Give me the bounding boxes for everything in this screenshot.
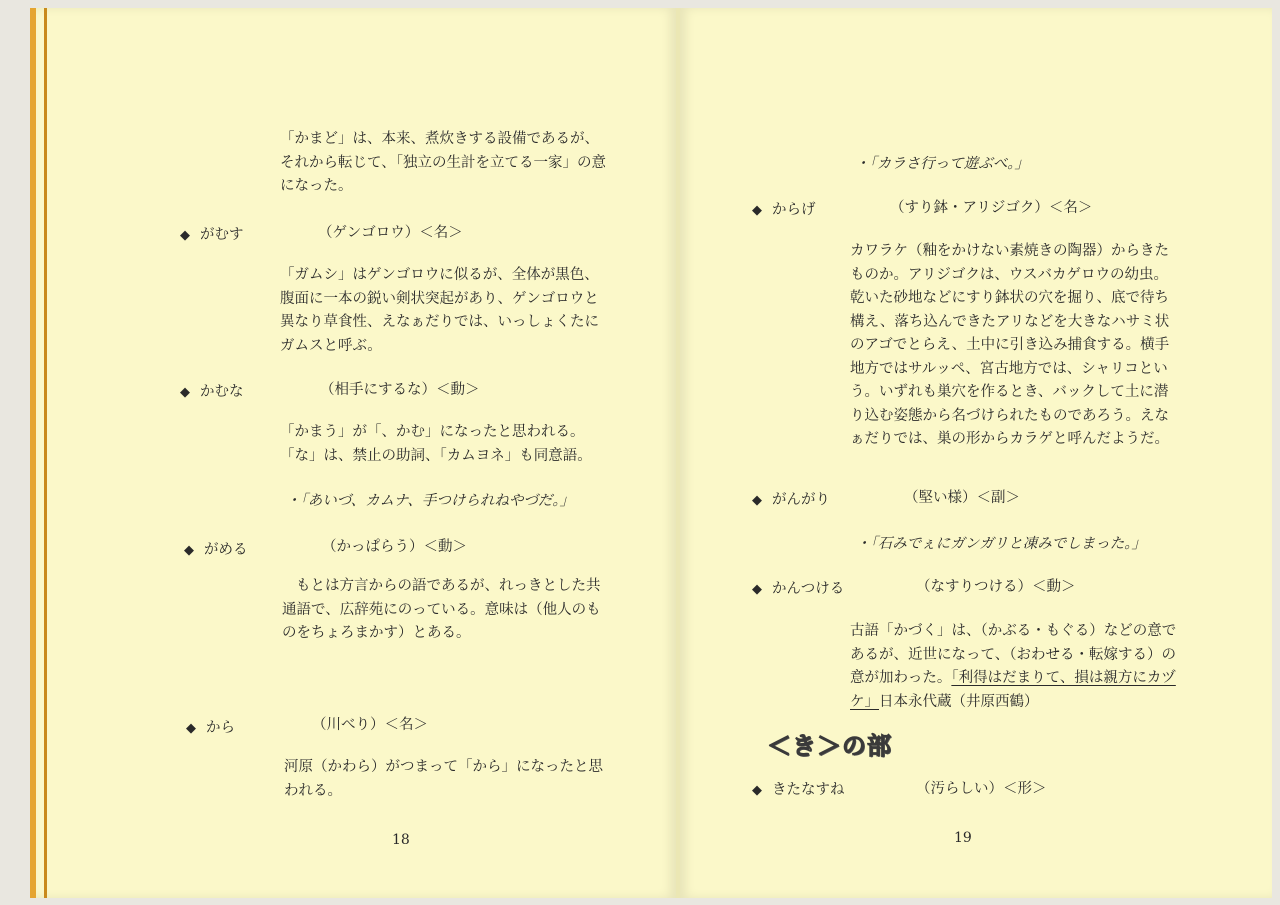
entry-headword bbox=[752, 488, 830, 509]
entry-description: 「かまう」が「、かむ」になったと思われる。「な」は、禁止の助詞、「カムヨネ」も同意語。 bbox=[280, 424, 592, 464]
headword-text: がんがり bbox=[772, 492, 830, 508]
diamond-icon: ◆ bbox=[180, 228, 190, 243]
entry-meaning: （なすりつける）＜動＞ bbox=[916, 579, 1076, 595]
headword-text: かんつける bbox=[772, 581, 845, 597]
headword-text: きたなすね bbox=[772, 782, 845, 798]
entry-headword bbox=[184, 538, 248, 559]
quoted-phrase: 「利得はだまりて、損は親方にカヅケ」 bbox=[850, 670, 1176, 710]
diamond-icon: ◆ bbox=[184, 543, 194, 558]
entry-description: 河原（かわら）がつまって「から」になったと思われる。 bbox=[284, 759, 603, 799]
entry-meaning: （川べり）＜名＞ bbox=[312, 717, 428, 733]
entry-headword bbox=[180, 223, 244, 244]
section-heading: ＜き＞の部 bbox=[767, 732, 892, 760]
entry-meaning: （堅い様）＜副＞ bbox=[904, 490, 1020, 506]
diamond-icon: ◆ bbox=[752, 493, 762, 508]
diamond-icon: ◆ bbox=[752, 203, 762, 218]
entry-meaning: （すり鉢・アリジゴク）＜名＞ bbox=[890, 200, 1093, 216]
headword-text: かむな bbox=[200, 384, 244, 400]
entry-description: もとは方言からの語であるが、れっきとした共通語で、広辞苑にのっている。意味は（他人のものをちょろまかす）とある。 bbox=[282, 578, 601, 641]
entry-description: 「ガムシ」はゲンゴロウに似るが、全体が黒色、腹面に一本の鋭い剣状突起があり、ゲンゴロウと異なり草食性、えなぁだりでは、いっしょくたにガムスと呼ぶ。 bbox=[280, 267, 599, 354]
diamond-icon: ◆ bbox=[186, 721, 196, 736]
page-number-right: 19 bbox=[954, 830, 972, 846]
diamond-icon: ◆ bbox=[752, 783, 762, 798]
entry-example: ・「石みでぇにガンガリと凍みでしまった。」 bbox=[856, 536, 1146, 552]
diamond-icon: ◆ bbox=[752, 582, 762, 597]
book-edge-shadow bbox=[44, 8, 47, 898]
entry-headword bbox=[752, 198, 816, 219]
intro-paragraph: 「かまど」は、本来、煮炊きする設備であるが、それから転じて、「独立の生計を立てる一家」の意になった。 bbox=[280, 131, 606, 194]
entry-description: カワラケ（釉をかけない素焼きの陶器）からきたものか。アリジゴクは、ウスバカゲロウの幼虫。乾いた砂地などにすり鉢状の穴を掘り、底で待ち構え、落ち込んできたアリなどを大きなハサミ状のアゴでとらえ、土中に引き込み捕食する。横手地方ではサルッペ、宮古地方では、シャリコという。いずれも巣穴を作るとき、バックして土に潜り込む姿態から名づけられたものであろう。えなぁだりでは、巣の形からカラゲと呼んだようだ。 bbox=[850, 243, 1170, 447]
entry-description bbox=[850, 620, 1180, 714]
diamond-icon: ◆ bbox=[180, 385, 190, 400]
entry-meaning: （相手にするな）＜動＞ bbox=[320, 382, 480, 398]
right-page bbox=[680, 8, 1272, 898]
headword-text: がむす bbox=[200, 227, 244, 243]
description-source: 日本永代蔵（井原西鶴） bbox=[879, 693, 1039, 710]
entry-meaning: （ゲンゴロウ）＜名＞ bbox=[318, 225, 463, 241]
entry-headword bbox=[186, 716, 235, 737]
entry-headword bbox=[180, 380, 244, 401]
entry-meaning: （汚らしい）＜形＞ bbox=[916, 781, 1047, 797]
top-example: ・「カラさ行って遊ぶべ。」 bbox=[855, 156, 1029, 172]
headword-text: からげ bbox=[772, 202, 816, 218]
entry-example: ・「あいづ、カムナ、手つけられねやづだ。」 bbox=[286, 493, 575, 509]
description-text: 古語「かづく」は、（かぶる・もぐる）などの意であるが、近世になって、（おわせる・転嫁する）の意が加わった。 bbox=[850, 623, 1177, 686]
page-number-left: 18 bbox=[392, 832, 410, 848]
headword-text: から bbox=[206, 720, 235, 736]
entry-meaning: （かっぱらう）＜動＞ bbox=[322, 539, 467, 555]
headword-text: がめる bbox=[204, 542, 248, 558]
entry-headword bbox=[752, 577, 844, 598]
entry-headword bbox=[752, 778, 845, 799]
